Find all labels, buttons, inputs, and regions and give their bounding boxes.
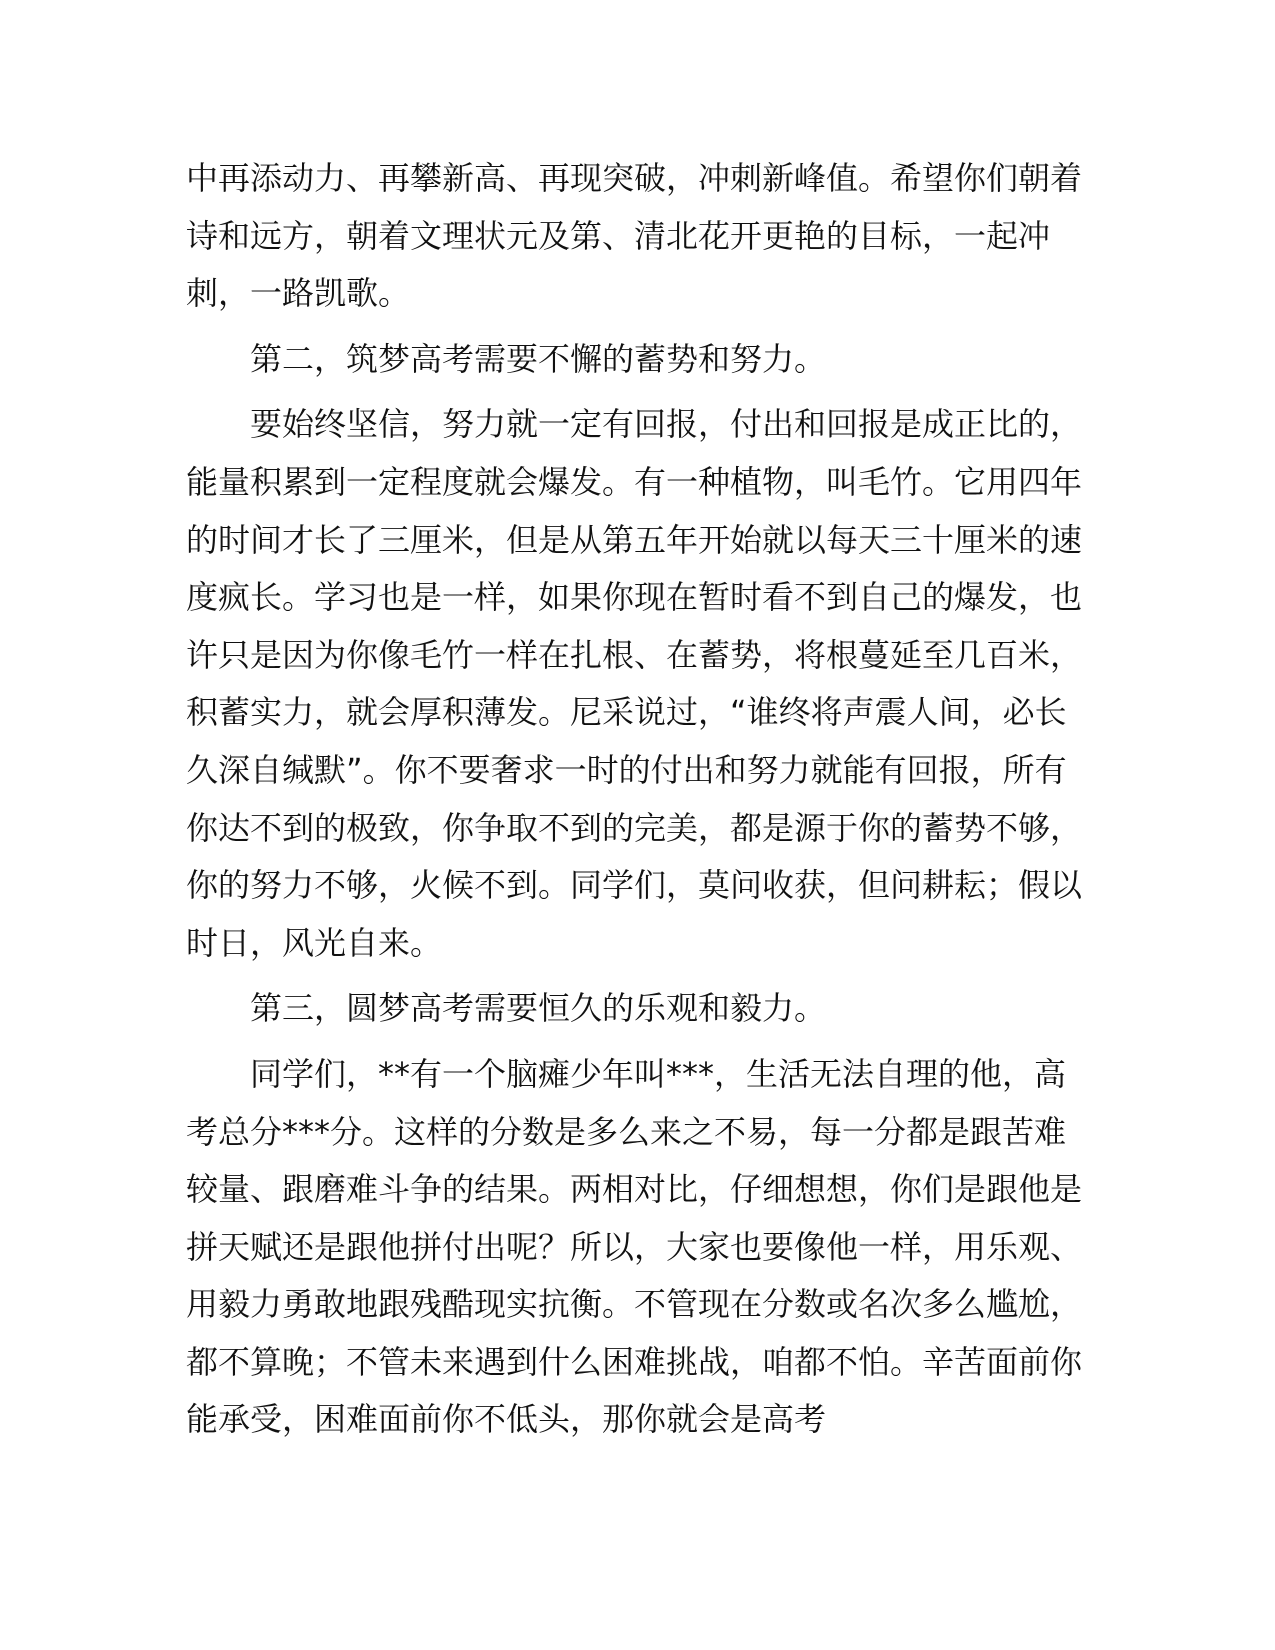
- document-page: [186, 150, 1084, 1457]
- paragraph-2-heading: 第二，筑梦高考需要不懈的蓄势和努力。: [250, 339, 827, 378]
- paragraph-5: 同学们，**有一个脑瘫少年叫***，生活无法自理的他，高考总分***分。这样的分数是多么来之不易，每一分都是跟苦难较量、跟磨难斗争的结果。两相对比，仔细想想，你们是跟他是拼天赋还是跟他拼付出呢？所以，大家也要像他一样，用乐观、用毅力勇敢地跟残酷现实抗衡。不管现在分数或名次多么尴尬，都不算晚；不管未来遇到什么困难挑战，咱都不怕。辛苦面前你能承受，困难面前你不低头，那你就会是高考: [186, 1054, 1083, 1439]
- paragraph-3: 要始终坚信，努力就一定有回报，付出和回报是成正比的，能量积累到一定程度就会爆发。有一种植物，叫毛竹。它用四年的时间才长了三厘米，但是从第五年开始就以每天三十厘米的速度疯长。学习也是一样，如果你现在暂时看不到自己的爆发，也许只是因为你像毛竹一样在扎根、在蓄势，将根蔓延至几百米，积蓄实力，就会厚积薄发。尼采说过，“谁终将声震人间，必长久深自缄默”。你不要奢求一时的付出和努力就能有回报，所有你达不到的极致，你争取不到的完美，都是源于你的蓄势不够，你的努力不够，火候不到。同学们，莫问收获，但问耕耘；假以时日，风光自来。: [186, 405, 1083, 962]
- paragraph-4-heading: 第三，圆梦高考需要恒久的乐观和毅力。: [250, 989, 827, 1028]
- paragraph-1: 中再添动力、再攀新高、再现突破，冲刺新峰值。希望你们朝着诗和远方，朝着文理状元及第、清北花开更艳的目标，一起冲刺，一路凯歌。: [186, 159, 1083, 313]
